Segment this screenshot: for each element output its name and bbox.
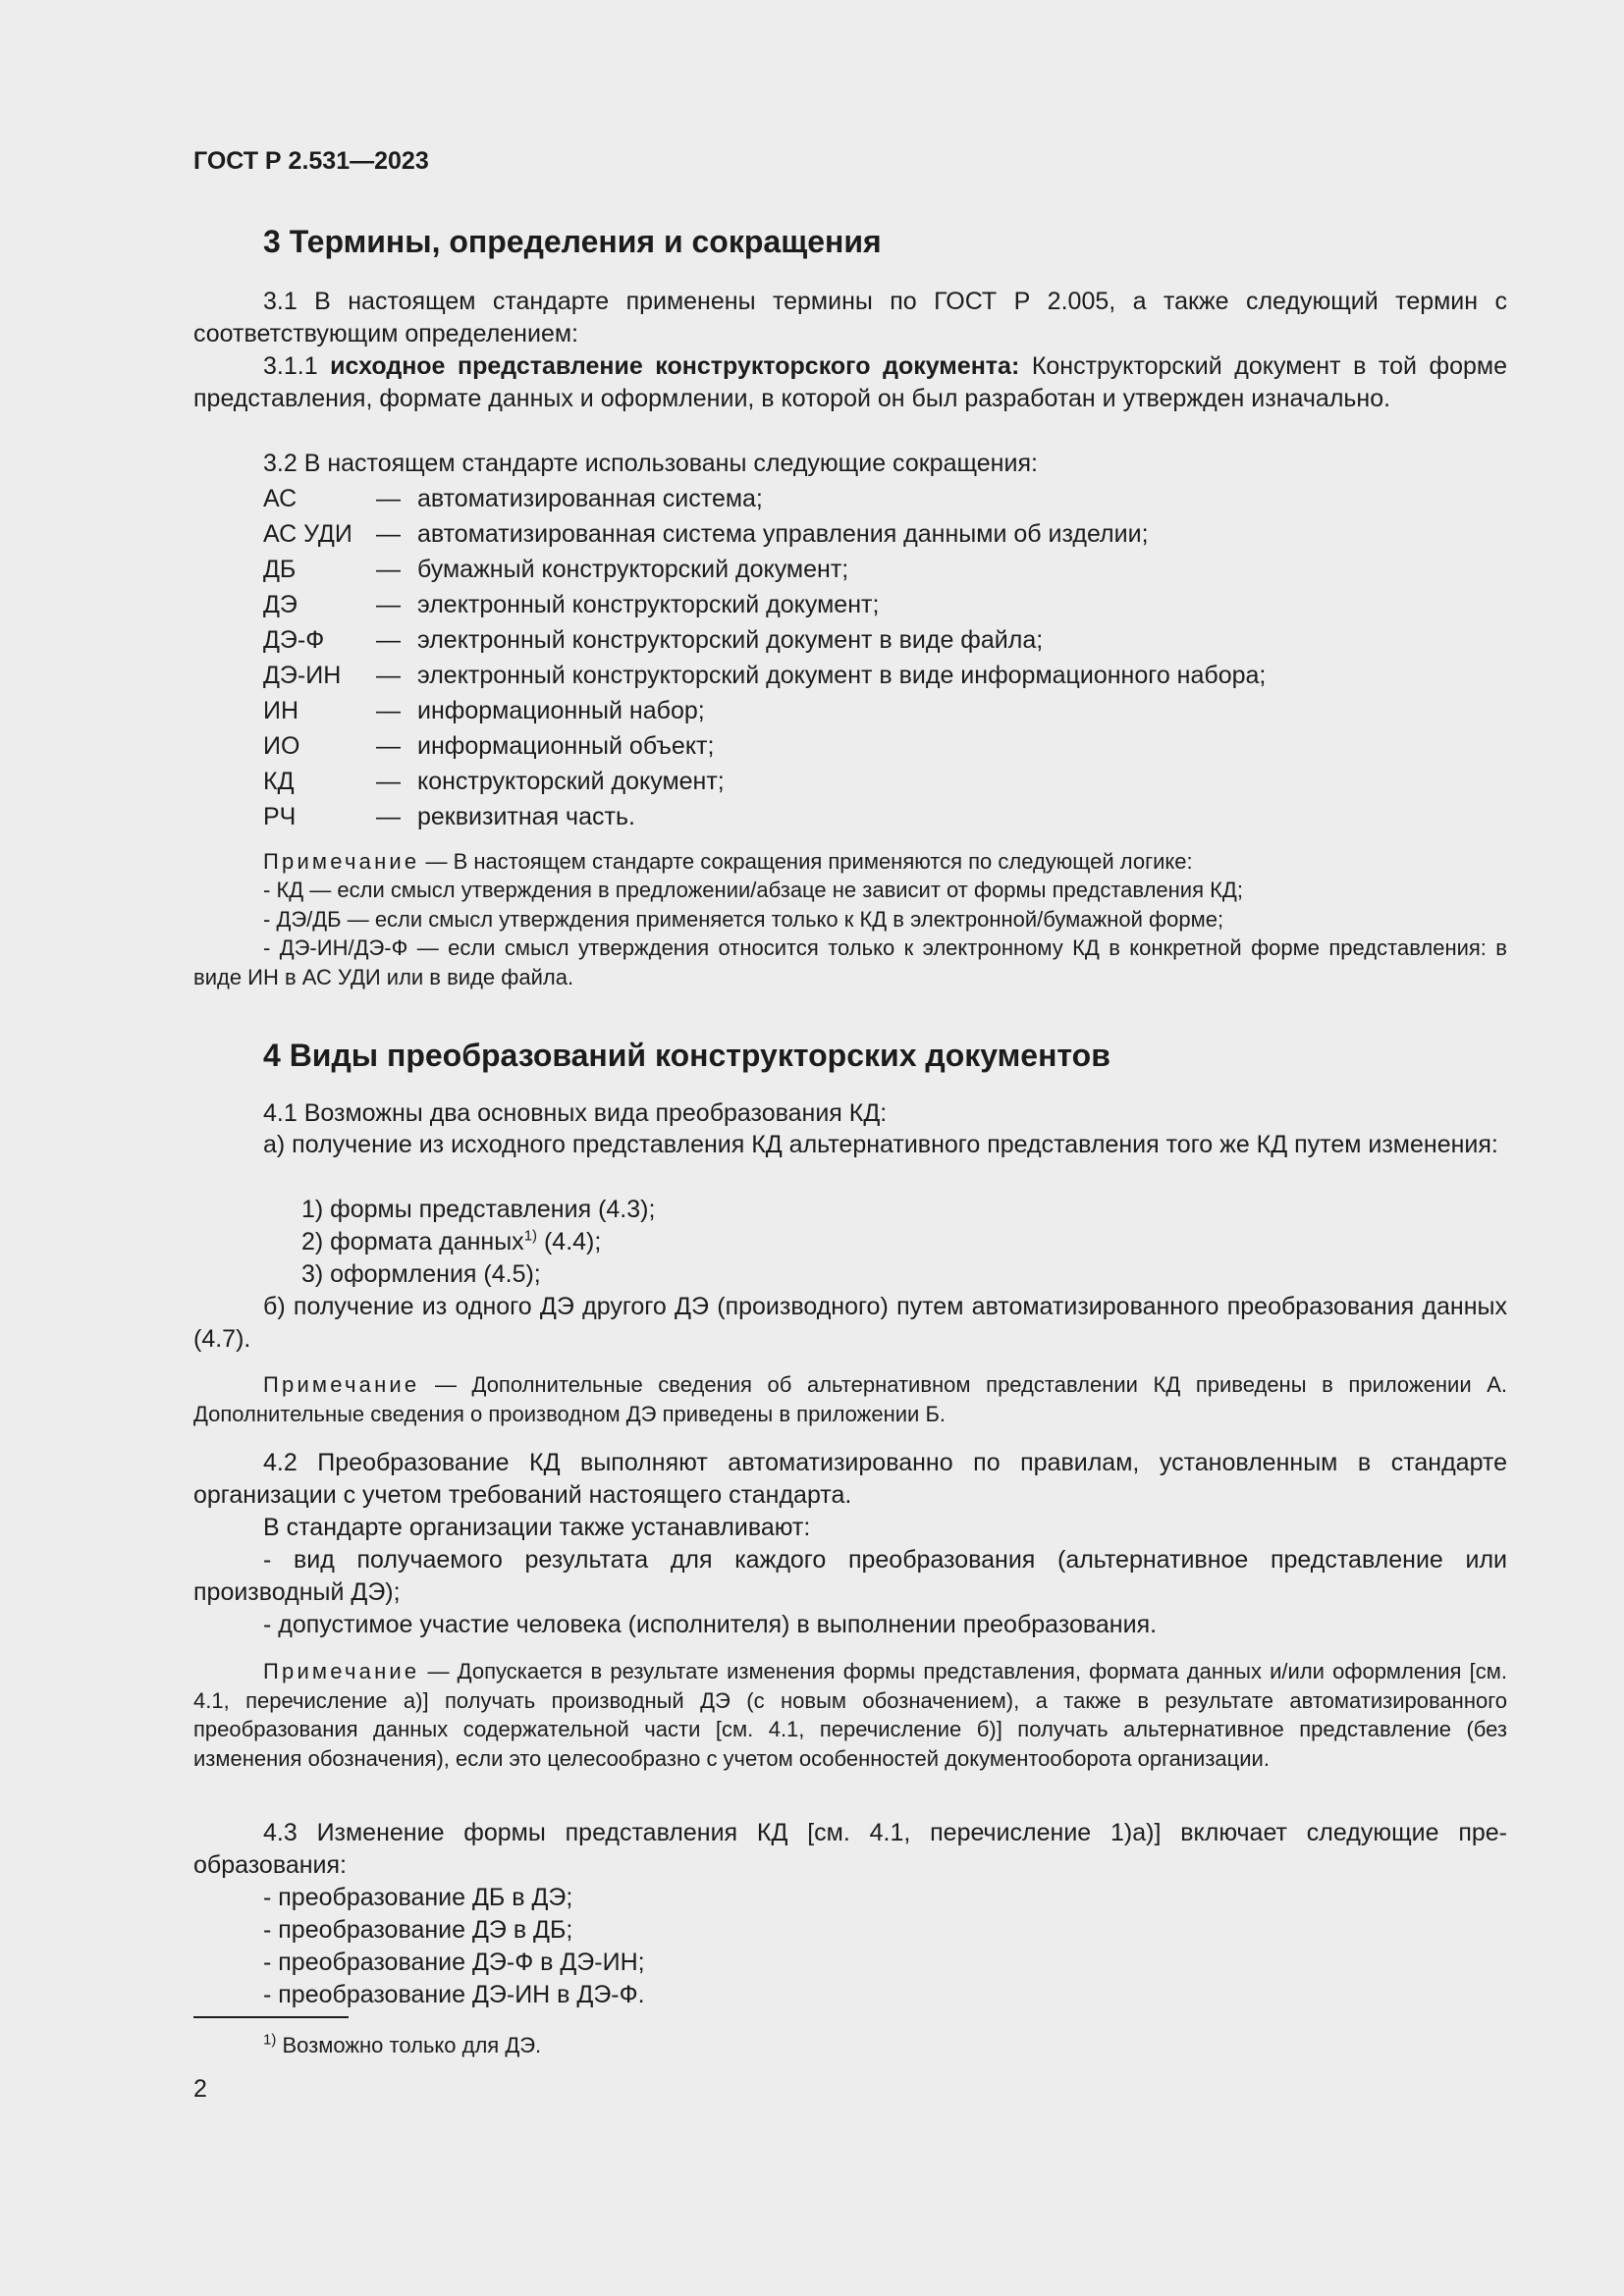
document-header: ГОСТ Р 2.531—2023 xyxy=(193,147,429,175)
footnote xyxy=(263,2033,541,2058)
note-text: — Дополнительные сведения об альтернативном представлении КД приведены в приложении А. Дополнительные сведения о производном ДЭ приведены в приложении Б. xyxy=(193,1372,1507,1426)
list-item-db-de: - преобразование ДБ в ДЭ; xyxy=(263,1884,573,1911)
abbreviation-dash: — xyxy=(376,803,401,830)
abbreviation-dash: — xyxy=(376,556,401,583)
abbreviation-row xyxy=(263,587,1266,622)
note-alternative-representation xyxy=(193,1370,1507,1428)
note-label: Примечание xyxy=(263,1659,420,1683)
list-item-form: 1) формы представления (4.3); xyxy=(301,1196,656,1223)
footnote-reference: 1) xyxy=(523,1227,538,1245)
note-abbreviations xyxy=(193,847,1507,877)
abbreviation-text: реквизитная часть. xyxy=(417,803,635,830)
abbreviation-code: АС xyxy=(263,485,298,512)
abbreviation-row xyxy=(263,728,1266,764)
abbreviation-code: РЧ xyxy=(263,803,297,830)
footnote-text: Возможно только для ДЭ. xyxy=(276,2033,542,2057)
abbreviation-text: автоматизированная система; xyxy=(417,485,763,512)
section-4-heading: 4 Виды преобразований конструкторских документов xyxy=(263,1038,1110,1073)
term-definition: Конструкторский документ в той форме представления, формате данных и оформлении, в которой он был разработан и утвержден изначально. xyxy=(193,352,1507,412)
list-item-format xyxy=(301,1226,601,1258)
paragraph-3-1: 3.1 В настоящем стандарте применены термины по ГОСТ Р 2.005, а также следующий термин с соответствующим определением: xyxy=(193,288,1507,347)
note-label: Примечание xyxy=(263,1372,420,1397)
paragraph-4-2-b: В стандарте организации также устанавливают: xyxy=(263,1514,811,1541)
paragraph-4-1: 4.1 Возможны два основных вида преобразования КД: xyxy=(263,1099,888,1127)
abbreviation-dash: — xyxy=(376,626,401,654)
list-item-def-dein: - преобразование ДЭ-Ф в ДЭ-ИН; xyxy=(263,1949,645,1976)
paragraph-4-2-c: - вид получаемого результата для каждого преобразования (альтернативное представление или производный ДЭ); xyxy=(193,1546,1507,1606)
abbreviation-row xyxy=(263,693,1266,728)
note-intro: — В настоящем стандарте сокращения применяются по следующей логике: xyxy=(419,849,1193,874)
paragraph-4-1-b: б) получение из одного ДЭ другого ДЭ (производного) путем автоматизированного преобразования данных (4.7). xyxy=(193,1293,1507,1353)
paragraph-3-1-1-number: 3.1.1 xyxy=(263,352,331,380)
abbreviation-text: электронный конструкторский документ в виде файла; xyxy=(417,626,1044,654)
list-item-layout: 3) оформления (4.5); xyxy=(301,1260,541,1288)
abbreviation-code: ДБ xyxy=(263,556,297,583)
list-item-de-db: - преобразование ДЭ в ДБ; xyxy=(263,1916,573,1944)
paragraph-4-3: 4.3 Изменение формы представления КД [см. 4.1, перечисление 1)а)] включает следующие преобразования: xyxy=(193,1819,1507,1879)
abbreviation-row xyxy=(263,552,1266,587)
paragraph-4-2-d: - допустимое участие человека (исполнителя) в выполнении преобразования. xyxy=(263,1611,1158,1638)
list-item-format-text: 2) формата данных xyxy=(301,1228,524,1255)
abbreviation-code: ДЭ-ИН xyxy=(263,662,342,689)
abbreviation-text: информационный набор; xyxy=(417,697,705,724)
list-item-format-ref: (4.4); xyxy=(537,1228,602,1255)
paragraph-3-1-1 xyxy=(193,350,1507,415)
abbreviation-code: ДЭ-Ф xyxy=(263,626,325,654)
abbreviation-code: ИО xyxy=(263,732,300,760)
note-line-kd: - КД — если смысл утверждения в предложении/абзаце не зависит от формы представления КД; xyxy=(263,878,1243,902)
abbreviation-dash: — xyxy=(376,662,401,689)
abbreviation-text: бумажный конструкторский документ; xyxy=(417,556,849,583)
note-label: Примечание xyxy=(263,849,420,874)
section-3-heading: 3 Термины, определения и сокращения xyxy=(263,224,882,259)
abbreviation-text: информационный объект; xyxy=(417,732,715,760)
note-derived-document xyxy=(193,1657,1507,1773)
abbreviation-text: автоматизированная система управления данными об изделии; xyxy=(417,520,1149,548)
note-text: — Допускается в результате изменения формы представления, формата данных и/или оформления [см. 4.1, перечисление а)] получать производный ДЭ (с новым обозначением), а также в результате автоматизированного преобразования данных содержательной части [см. 4.1, перечисление б)] получать альтернативное представление (без изменения обозначения), если это целесообразно с учетом особенностей документооборота организации. xyxy=(193,1659,1507,1771)
abbreviation-list xyxy=(263,481,1266,834)
abbreviation-row xyxy=(263,481,1266,516)
page-number: 2 xyxy=(193,2075,207,2103)
abbreviation-dash: — xyxy=(376,768,401,795)
term-name: исходное представление конструкторского документа: xyxy=(330,352,1020,380)
abbreviation-code: КД xyxy=(263,768,295,795)
abbreviation-code: АС УДИ xyxy=(263,520,352,548)
abbreviation-text: конструкторский документ; xyxy=(417,768,725,795)
abbreviation-code: ДЭ xyxy=(263,591,298,618)
abbreviation-dash: — xyxy=(376,520,401,548)
abbreviation-dash: — xyxy=(376,485,401,512)
abbreviation-row xyxy=(263,516,1266,552)
note-line-de-db: - ДЭ/ДБ — если смысл утверждения применяется только к КД в электронной/бумажной форме; xyxy=(263,907,1224,932)
abbreviation-dash: — xyxy=(376,591,401,618)
paragraph-4-1-a: а) получение из исходного представления КД альтернативного представления того же КД путем изменения: xyxy=(263,1131,1498,1158)
note-line-de-in: - ДЭ-ИН/ДЭ-Ф — если смысл утверждения относится только к электронному КД в конкретной форме представления: в виде ИН в АС УДИ или в виде файла. xyxy=(193,935,1507,989)
abbreviation-row xyxy=(263,799,1266,834)
abbreviation-row xyxy=(263,764,1266,799)
abbreviation-dash: — xyxy=(376,697,401,724)
abbreviation-text: электронный конструкторский документ; xyxy=(417,591,880,618)
list-item-dein-def: - преобразование ДЭ-ИН в ДЭ-Ф. xyxy=(263,1981,645,2008)
footnote-mark: 1) xyxy=(263,2031,277,2049)
abbreviation-row xyxy=(263,658,1266,693)
paragraph-3-2: 3.2 В настоящем стандарте использованы следующие сокращения: xyxy=(263,450,1038,477)
abbreviation-text: электронный конструкторский документ в виде информационного набора; xyxy=(417,662,1267,689)
paragraph-4-2: 4.2 Преобразование КД выполняют автоматизированно по правилам, установленным в стандарте организации с учетом требований настоящего стандарта. xyxy=(193,1449,1507,1509)
footnote-separator xyxy=(193,2016,349,2018)
abbreviation-row xyxy=(263,622,1266,658)
abbreviation-dash: — xyxy=(376,732,401,760)
abbreviation-code: ИН xyxy=(263,697,299,724)
